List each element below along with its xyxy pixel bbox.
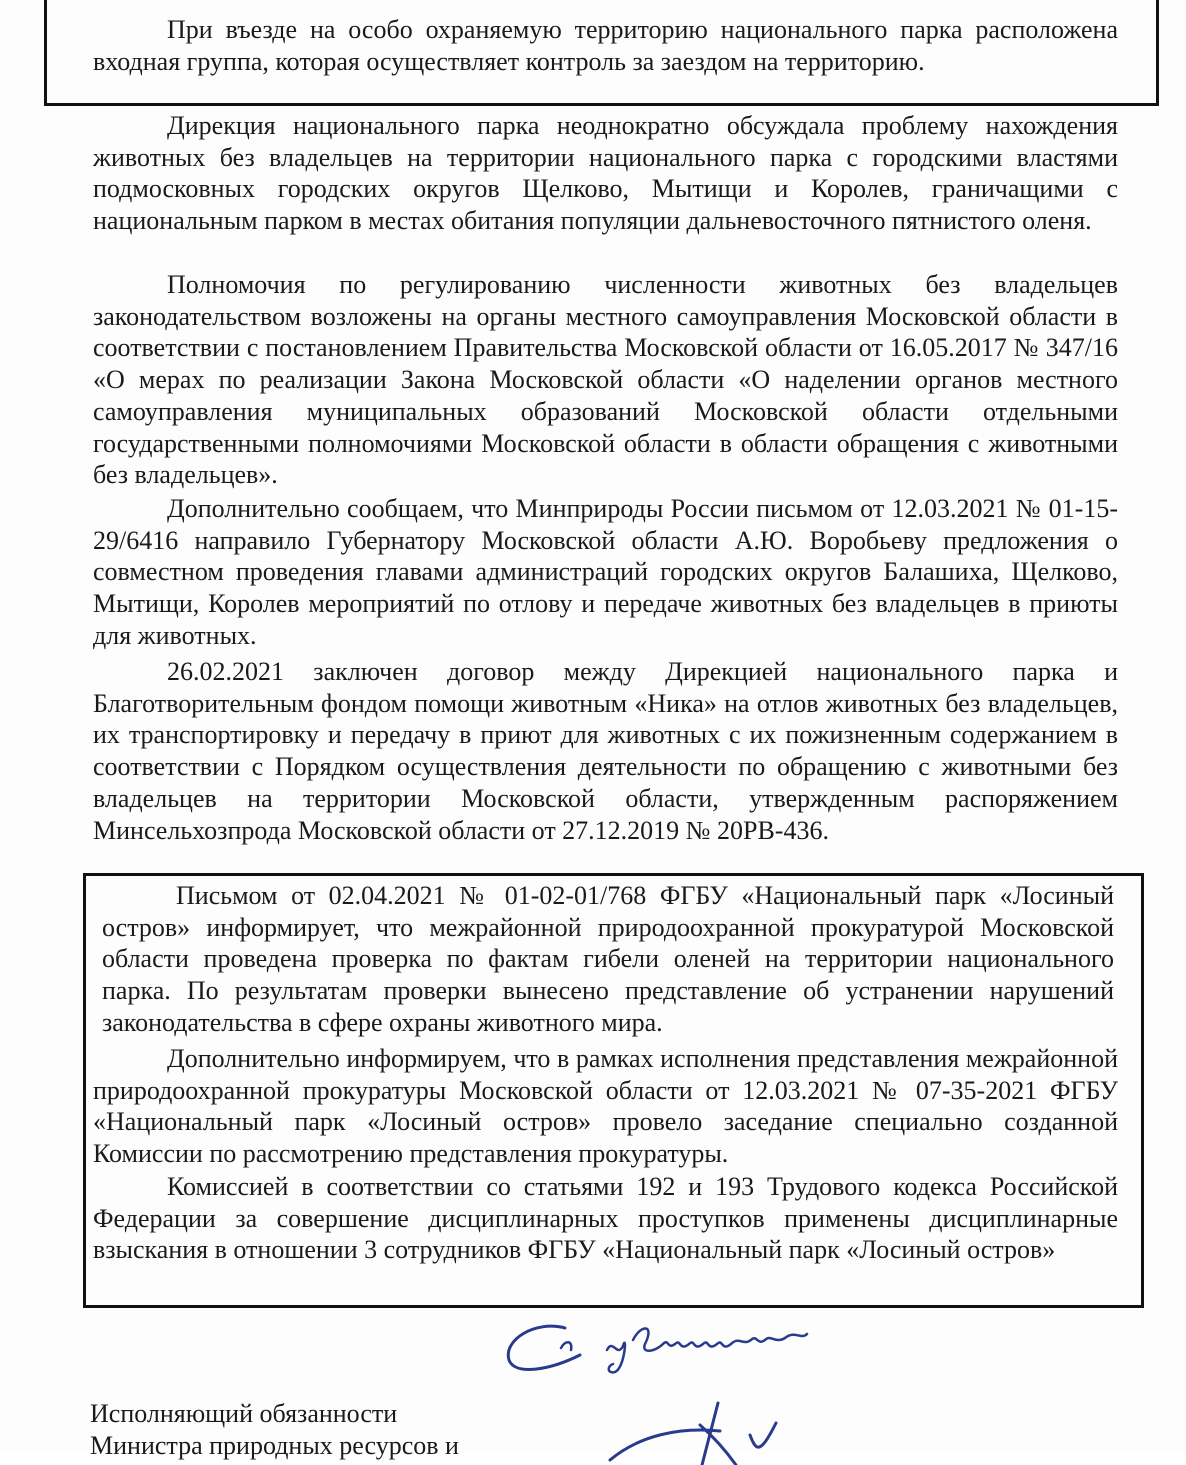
paragraph-entry-group: При въезде на особо охраняемую территорию национального парка расположена входная группа, которая осуществляет контроль за заездом на территорию. xyxy=(93,15,1118,76)
handwritten-greeting xyxy=(495,1310,825,1390)
paragraph-authority: Полномочия по регулированию численности животных без владельцев законодательством возложены на органы местного самоуправления Московской области в соответствии с постановлением Правительства Московской области от 16.05.2017 № 347/16 «О мерах по реализации Закона Московской области «О наделении органов местного самоуправления муниципальных образований Московской области отдельными государственными полномочиями Московской области в области обращения с животными без владельцев». xyxy=(93,270,1118,490)
paragraph-commission: Дополнительно информируем, что в рамках исполнения представления межрайонной природоохранной прокуратуры Московской области от 12.03.2021 № 07-35-2021 ФГБУ «Национальный парк «Лосиный остров» провело заседание специально созданной Комиссии по рассмотрению представления прокуратуры. xyxy=(93,1044,1118,1169)
signer-title-line2: Министра природных ресурсов и xyxy=(90,1431,459,1460)
paragraph-contract: 26.02.2021 заключен договор между Дирекцией национального парка и Благотворительным фондом помощи животным «Ника» на отлов животных без владельцев, их транспортировку и передачу в приют для животных с их пожизненным содержанием в соответствии с Порядком осуществления деятельности по обращению с животными без владельцев на территории Московской области, утвержденным распоряжением Минсельхозпрода Московской области от 27.12.2019 № 20РВ-436. xyxy=(93,657,1118,845)
paragraph-disciplinary: Комиссией в соответствии со статьями 192 и 193 Трудового кодекса Российской Федерации за совершение дисциплинарных проступков применены дисциплинарные взыскания в отношении 3 сотрудников ФГБУ «Национальный парк «Лосиный остров» xyxy=(93,1172,1118,1265)
signer-title-line1: Исполняющий обязанности xyxy=(90,1399,398,1428)
paragraph-prosecutor-check: Письмом от 02.04.2021 № 01-02-01/768 ФГБУ «Национальный парк «Лосиный остров» информирует, что межрайонной природоохранной прокуратурой Московской области проведена проверка по фактам гибели оленей на территории национального парка. По результатам проверки вынесено представление об устранении нарушений законодательства в сфере охраны животного мира. xyxy=(102,881,1114,1037)
paragraph-directorate-discussion: Дирекция национального парка неоднократно обсуждала проблему нахождения животных без владельцев на территории национального парка с городскими властями подмосковных городских округов Щелково, Мытищи и Королев, граничащими с национальным парком в местах обитания популяции дальневосточного пятнистого оленя. xyxy=(93,111,1118,236)
signature-scribble xyxy=(600,1395,820,1465)
paragraph-ministry-letter: Дополнительно сообщаем, что Минприроды России письмом от 12.03.2021 № 01-15-29/6416 направило Губернатору Московской области А.Ю. Воробьеву предложения о совместном проведения главами администраций городских округов Балашиха, Щелково, Мытищи, Королев мероприятий по отлову и передаче животных без владельцев в приюты для животных. xyxy=(93,494,1118,650)
